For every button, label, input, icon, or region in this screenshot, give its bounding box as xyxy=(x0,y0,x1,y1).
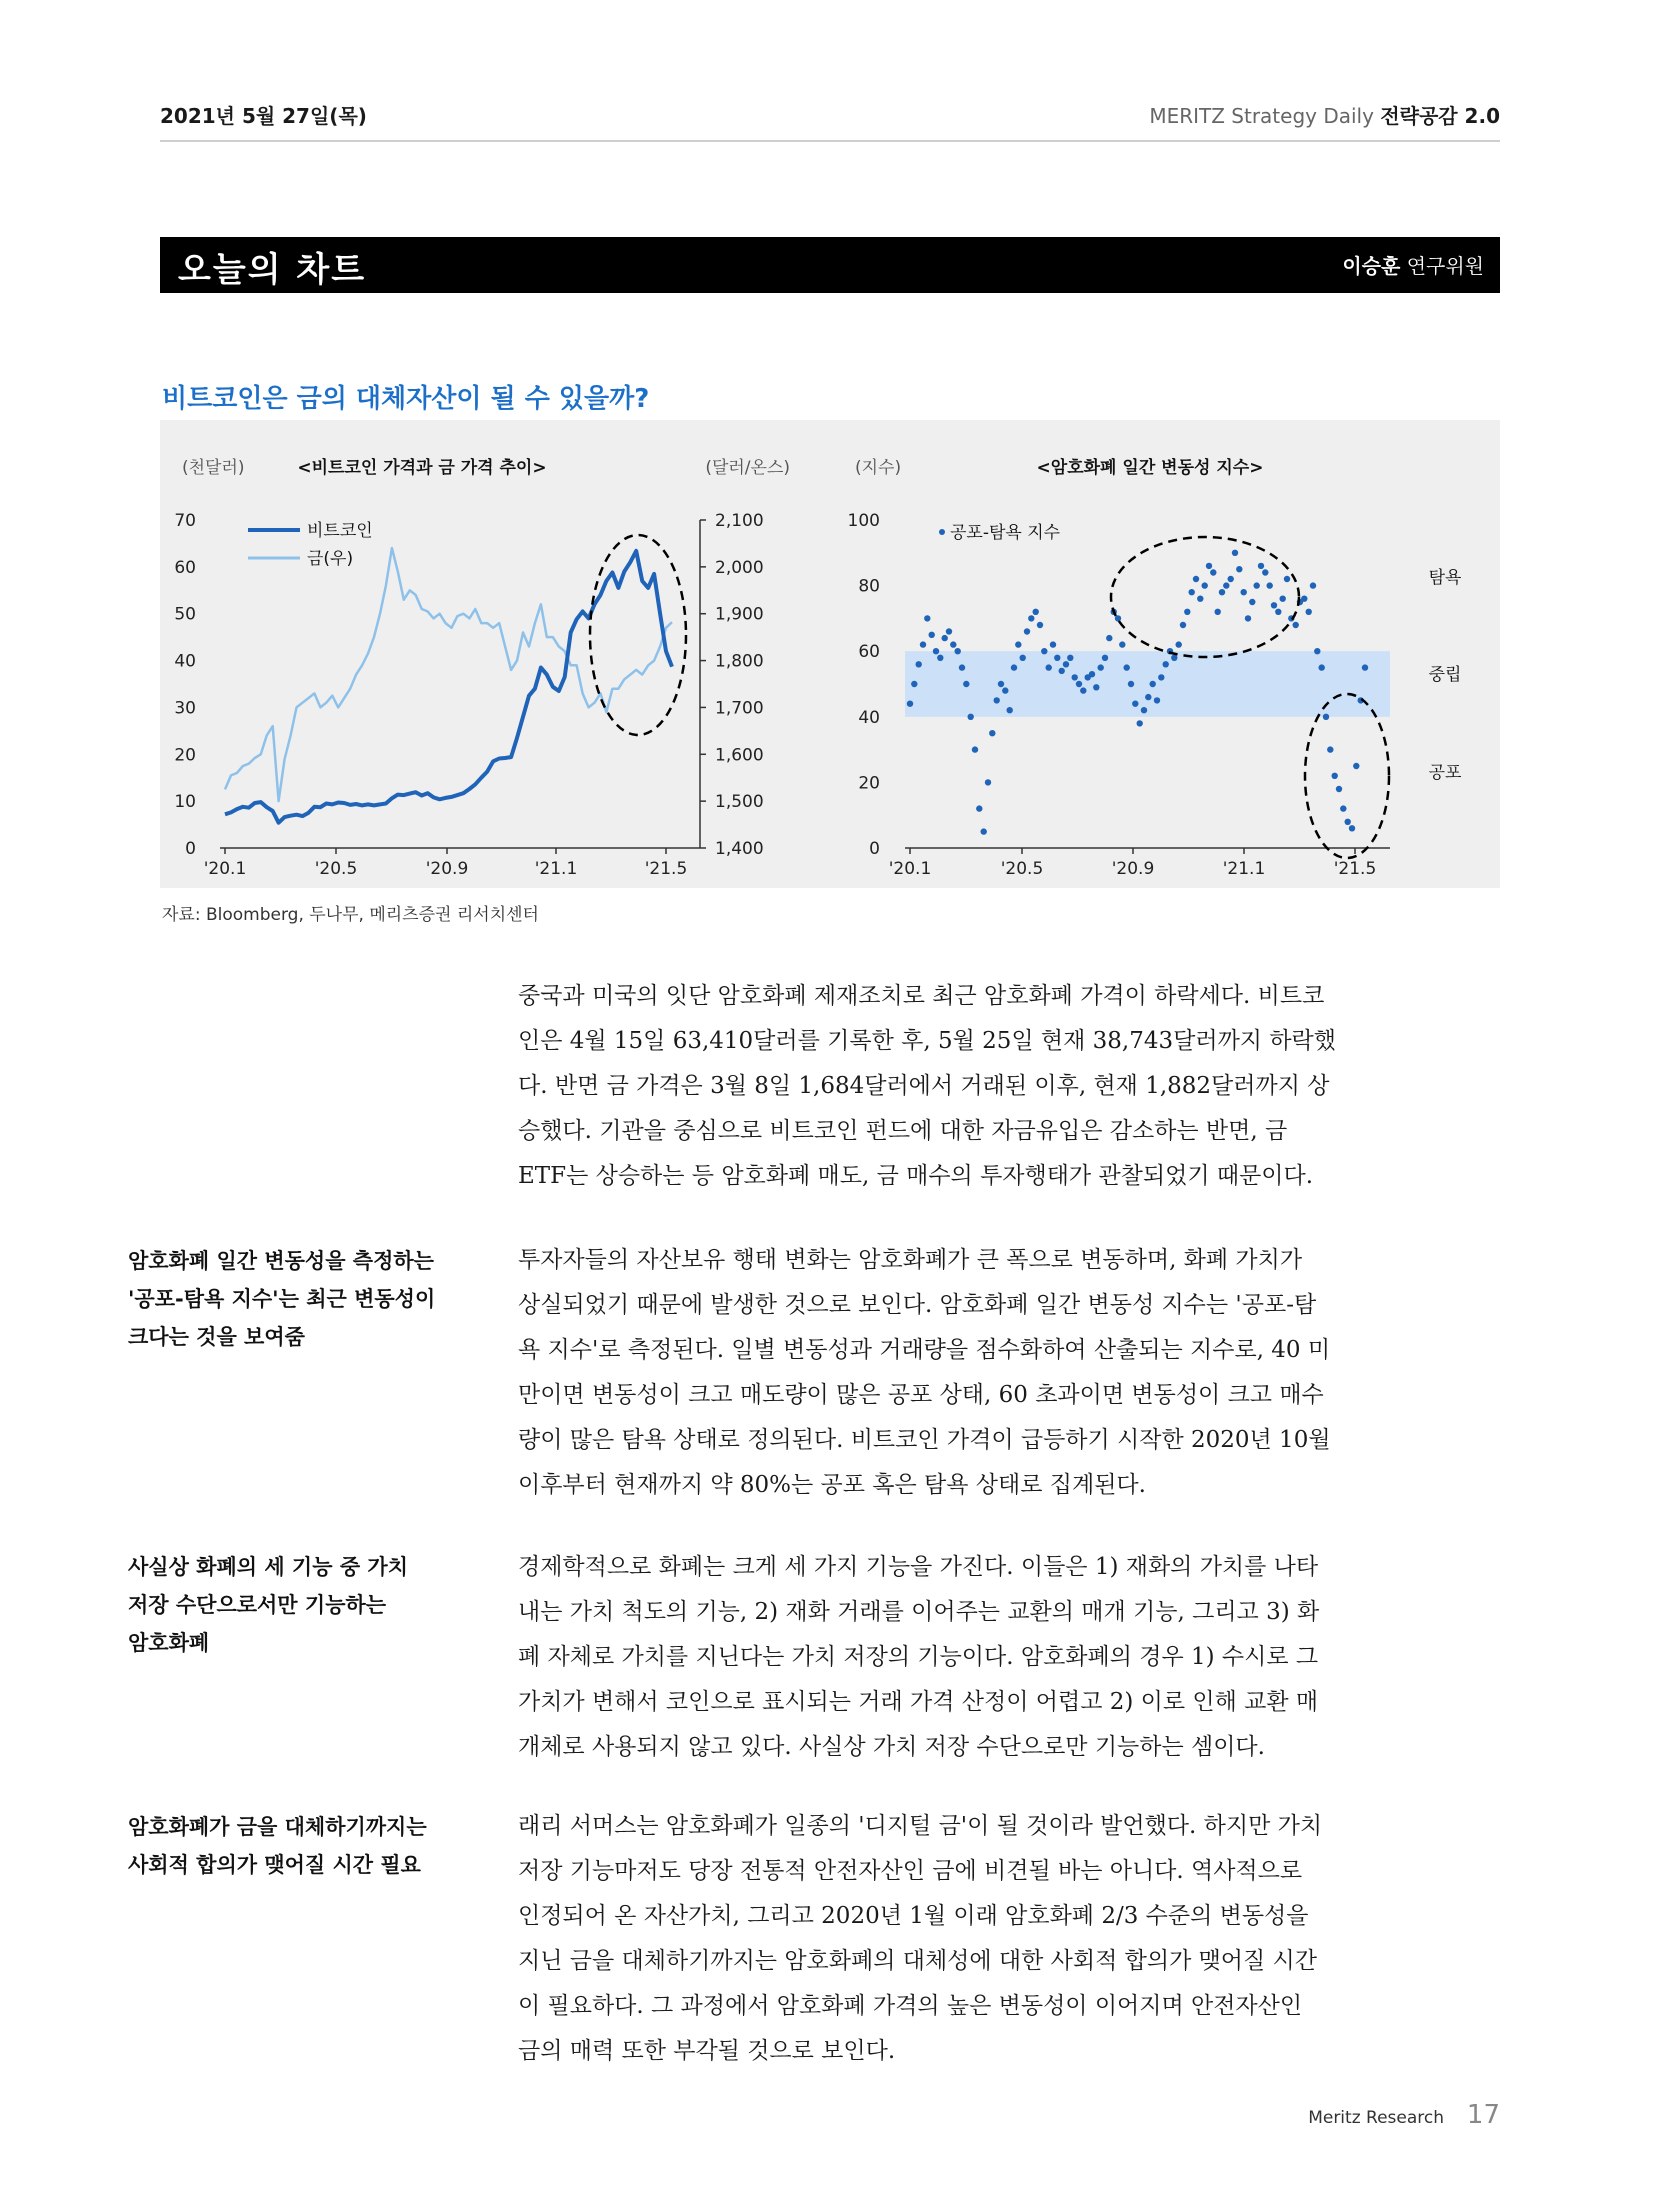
c2-point xyxy=(1301,596,1307,602)
c2-point xyxy=(907,701,913,707)
c2-point xyxy=(1232,550,1238,556)
paragraph-line: ETF는 상승하는 등 암호화폐 매도, 금 매수의 투자행태가 관찰되었기 때문이다. xyxy=(518,1163,1314,1189)
c2-point xyxy=(911,681,917,687)
paragraph-4 xyxy=(518,1804,1500,2074)
c2-y-tick-label: 0 xyxy=(869,839,880,859)
c2-point xyxy=(1223,582,1229,588)
c1-right-tick-label: 1,400 xyxy=(715,839,764,859)
chart-source: 자료: Bloomberg, 두나무, 메리츠증권 리서치센터 xyxy=(162,905,539,925)
c2-point xyxy=(1046,664,1052,670)
c2-point xyxy=(1327,746,1333,752)
report-series xyxy=(1149,100,1500,129)
page-number: 17 xyxy=(1466,2100,1500,2130)
c2-point xyxy=(1193,576,1199,582)
c2-legend-label: 공포-탐욕 지수 xyxy=(950,523,1061,543)
c2-point xyxy=(989,730,995,736)
c2-point xyxy=(1024,628,1030,634)
c2-point xyxy=(1310,582,1316,588)
author-role: 연구위원 xyxy=(1406,254,1484,278)
sidenote-line: 암호화폐 일간 변동성을 측정하는 xyxy=(128,1249,434,1273)
c2-point xyxy=(1102,655,1108,661)
charts-svg xyxy=(160,420,1500,888)
c1-right-tick-label: 1,700 xyxy=(715,698,764,719)
c2-y-tick-label: 80 xyxy=(858,576,880,597)
c2-point xyxy=(1236,566,1242,572)
c2-point xyxy=(1345,819,1351,825)
c1-right-tick-label: 1,800 xyxy=(715,651,764,672)
c2-point xyxy=(1141,707,1147,713)
c2-point xyxy=(1293,622,1299,628)
c1-left-tick-label: 60 xyxy=(174,557,196,578)
c1-x-tick-label: '20.1 xyxy=(203,859,247,879)
c2-x-tick-label: '20.5 xyxy=(1000,859,1044,879)
c2-point xyxy=(1028,615,1034,621)
c2-point xyxy=(1336,786,1342,792)
c2-point xyxy=(916,661,922,667)
c2-point xyxy=(968,714,974,720)
sidenote-line: 크다는 것을 보여줌 xyxy=(128,1325,305,1349)
c2-point xyxy=(1258,563,1264,569)
sidenote-line: 암호화폐가 금을 대체하기까지는 xyxy=(128,1815,427,1839)
c1-right-tick-label: 1,500 xyxy=(715,792,764,813)
c2-y-tick-label: 40 xyxy=(858,707,880,728)
c2-point xyxy=(1340,805,1346,811)
series-title: 전략공감 2.0 xyxy=(1380,104,1500,128)
c2-point xyxy=(1067,655,1073,661)
c1-left-unit: (천달러) xyxy=(182,458,245,478)
c2-point xyxy=(942,635,948,641)
c2-point xyxy=(1206,563,1212,569)
c2-point xyxy=(1093,684,1099,690)
c1-right-tick-label: 1,900 xyxy=(715,604,764,625)
c1-right-unit: (달러/온스) xyxy=(705,458,790,478)
c1-x-tick-label: '21.1 xyxy=(534,859,578,879)
paragraph-line: 투자자들의 자산보유 행태 변화는 암호화폐가 큰 폭으로 변동하며, 화폐 가치가 xyxy=(518,1247,1303,1273)
paragraph-line: 다. 반면 금 가격은 3월 8일 1,684달러에서 거래된 이후, 현재 1,882달러까지 상 xyxy=(518,1073,1330,1099)
c1-legend-btc: 비트코인 xyxy=(307,521,373,541)
c1-left-tick-label: 70 xyxy=(174,511,196,531)
c2-point xyxy=(1215,609,1221,615)
c2-fear-ellipse xyxy=(1305,694,1389,858)
paragraph-line: 이 필요하다. 그 과정에서 암호화폐 가격의 높은 변동성이 이어지며 안전자산인 xyxy=(518,1993,1303,2019)
c2-point xyxy=(1176,641,1182,647)
c2-point xyxy=(1262,569,1268,575)
c2-y-tick-label: 60 xyxy=(858,642,880,663)
c2-point xyxy=(1163,661,1169,667)
c2-point xyxy=(1197,596,1203,602)
paragraph-2 xyxy=(518,1238,1500,1508)
c2-point xyxy=(1158,674,1164,680)
c2-point xyxy=(1271,602,1277,608)
c1-x-tick-label: '21.5 xyxy=(644,859,688,879)
c2-point xyxy=(1076,681,1082,687)
c2-point xyxy=(1124,664,1130,670)
c2-point xyxy=(1210,569,1216,575)
c2-point xyxy=(1098,664,1104,670)
c2-title: <암호화폐 일간 변동성 지수> xyxy=(1036,458,1264,478)
c2-point xyxy=(963,681,969,687)
c1-right-tick-label: 2,000 xyxy=(715,557,764,578)
c2-point xyxy=(1002,687,1008,693)
paragraph-line: 이후부터 현재까지 약 80%는 공포 혹은 탐욕 상태로 집계된다. xyxy=(518,1472,1146,1498)
c2-point xyxy=(933,648,939,654)
c2-point xyxy=(1145,694,1151,700)
paragraph-line: 경제학적으로 화폐는 크게 세 가지 기능을 가진다. 이들은 1) 재화의 가치를 나타 xyxy=(518,1554,1319,1580)
c2-point xyxy=(1041,648,1047,654)
author-name: 이승훈 xyxy=(1342,254,1401,278)
paragraph-line: 저장 기능마저도 당장 전통적 안전자산인 금에 비견될 바는 아니다. 역사적으로 xyxy=(518,1858,1303,1884)
c1-btc-line xyxy=(225,551,672,823)
paragraph-line: 금의 매력 또한 부각될 것으로 보인다. xyxy=(518,2038,896,2064)
c2-point xyxy=(946,628,952,634)
paragraph-line: 인은 4월 15일 63,410달러를 기록한 후, 5월 25일 현재 38,743달러까지 하락했 xyxy=(518,1028,1336,1054)
c2-point xyxy=(1132,701,1138,707)
c2-point xyxy=(1219,589,1225,595)
paragraph-line: 량이 많은 탐욕 상태로 정의된다. 비트코인 가격이 급등하기 시작한 2020년 10월 xyxy=(518,1427,1331,1453)
c2-point xyxy=(1050,641,1056,647)
c2-point xyxy=(1241,589,1247,595)
c2-point xyxy=(1245,615,1251,621)
c2-point xyxy=(1189,589,1195,595)
c2-point xyxy=(985,779,991,785)
c2-point xyxy=(994,697,1000,703)
sidenote-line: '공포-탐욕 지수'는 최근 변동성이 xyxy=(128,1287,436,1311)
c2-point xyxy=(1254,582,1260,588)
c1-left-tick-label: 20 xyxy=(174,745,196,766)
chart-panel xyxy=(160,420,1500,888)
paragraph-line: 가치가 변해서 코인으로 표시되는 거래 가격 산정이 어렵고 2) 이로 인해 교환 매 xyxy=(518,1689,1319,1715)
c2-point xyxy=(1154,697,1160,703)
c2-point xyxy=(959,664,965,670)
sidenote-4 xyxy=(128,1808,458,1884)
c1-legend-gold: 금(우) xyxy=(307,549,354,569)
c2-point xyxy=(1319,664,1325,670)
c2-point xyxy=(1314,648,1320,654)
c2-point xyxy=(1089,671,1095,677)
c1-right-tick-label: 2,100 xyxy=(715,511,764,531)
c2-point xyxy=(998,681,1004,687)
c2-point xyxy=(1332,773,1338,779)
c2-point xyxy=(1015,641,1021,647)
author-line xyxy=(1342,250,1484,279)
c2-x-tick-label: '20.9 xyxy=(1111,859,1155,879)
c2-point xyxy=(981,828,987,834)
paragraph-line: 지닌 금을 대체하기까지는 암호화폐의 대체성에 대한 사회적 합의가 맺어질 시간 xyxy=(518,1948,1317,1974)
c2-x-tick-label: '21.1 xyxy=(1222,859,1266,879)
c2-point xyxy=(1249,599,1255,605)
c2-point xyxy=(1037,622,1043,628)
c2-x-tick-label: '21.5 xyxy=(1333,859,1377,879)
c2-point xyxy=(1275,609,1281,615)
c1-x-tick-label: '20.5 xyxy=(314,859,358,879)
header-divider xyxy=(160,140,1500,142)
c2-point xyxy=(950,641,956,647)
c2-point xyxy=(1280,596,1286,602)
c1-x-tick-label: '20.9 xyxy=(425,859,469,879)
sidenote-line: 사실상 화폐의 세 기능 중 가치 xyxy=(128,1555,408,1579)
c2-point xyxy=(1054,655,1060,661)
report-date: 2021년 5월 27일(목) xyxy=(160,104,367,128)
sidenote-line: 암호화폐 xyxy=(128,1631,210,1655)
c2-greed-ellipse xyxy=(1111,537,1299,657)
c2-point xyxy=(972,746,978,752)
chart-subtitle: 비트코인은 금의 대체자산이 될 수 있을까? xyxy=(162,384,650,414)
c2-point xyxy=(1202,582,1208,588)
paragraph-1 xyxy=(518,974,1500,1199)
c2-neutral-band xyxy=(905,651,1390,717)
paragraph-line: 인정되어 온 자산가치, 그리고 2020년 1월 이래 암호화폐 2/3 수준의 변동성을 xyxy=(518,1903,1309,1929)
footer-brand: Meritz Research xyxy=(1308,2108,1444,2128)
c2-point xyxy=(1180,622,1186,628)
c1-title: <비트코인 가격과 금 가격 추이> xyxy=(297,458,547,478)
c2-point xyxy=(1323,714,1329,720)
c2-point xyxy=(1011,664,1017,670)
c2-point xyxy=(1033,609,1039,615)
c2-point xyxy=(976,805,982,811)
c2-zone-greed: 탐욕 xyxy=(1428,568,1462,588)
c2-point xyxy=(1150,681,1156,687)
c2-point xyxy=(1349,825,1355,831)
c2-point xyxy=(1119,641,1125,647)
c1-right-tick-label: 1,600 xyxy=(715,745,764,766)
c2-point xyxy=(929,632,935,638)
c2-zone-fear: 공포 xyxy=(1428,763,1462,783)
c2-zone-neutral: 중립 xyxy=(1428,665,1462,685)
c2-y-tick-label: 100 xyxy=(847,511,880,531)
c2-point xyxy=(1072,674,1078,680)
c2-point xyxy=(1059,668,1065,674)
c2-point xyxy=(1362,664,1368,670)
c2-point xyxy=(1063,661,1069,667)
c2-point xyxy=(1306,609,1312,615)
c2-point xyxy=(955,648,961,654)
c2-point xyxy=(1184,609,1190,615)
c2-y-tick-label: 20 xyxy=(858,773,880,794)
c2-point xyxy=(920,641,926,647)
c1-left-tick-label: 40 xyxy=(174,651,196,672)
series-name: MERITZ Strategy Daily xyxy=(1149,104,1374,128)
c2-point xyxy=(1267,582,1273,588)
c1-left-tick-label: 50 xyxy=(174,604,196,625)
c2-point xyxy=(1128,681,1134,687)
paragraph-line: 승했다. 기관을 중심으로 비트코인 펀드에 대한 자금유입은 감소하는 반면, 금 xyxy=(518,1118,1288,1144)
sidenote-2 xyxy=(128,1242,458,1356)
sidenote-line: 저장 수단으로서만 기능하는 xyxy=(128,1593,387,1617)
paragraph-line: 상실되었기 때문에 발생한 것으로 보인다. 암호화폐 일간 변동성 지수는 '공포-탐 xyxy=(518,1292,1317,1318)
paragraph-line: 중국과 미국의 잇단 암호화폐 제재조치로 최근 암호화폐 가격이 하락세다. 비트코 xyxy=(518,983,1325,1009)
paragraph-line: 개체로 사용되지 않고 있다. 사실상 가치 저장 수단으로만 기능하는 셈이다. xyxy=(518,1734,1265,1760)
c2-point xyxy=(1080,687,1086,693)
c1-left-tick-label: 0 xyxy=(185,839,196,859)
c2-left-unit: (지수) xyxy=(855,458,902,478)
c2-point xyxy=(1353,763,1359,769)
paragraph-line: 폐 자체로 가치를 지닌다는 가치 저장의 기능이다. 암호화폐의 경우 1) 수시로 그 xyxy=(518,1644,1319,1670)
sidenote-3 xyxy=(128,1548,458,1662)
section-title: 오늘의 차트 xyxy=(178,250,367,290)
c2-point xyxy=(1137,720,1143,726)
c1-left-tick-label: 10 xyxy=(174,792,196,813)
c2-point xyxy=(1020,655,1026,661)
c2-point xyxy=(937,655,943,661)
c2-point xyxy=(1284,576,1290,582)
c1-left-tick-label: 30 xyxy=(174,698,196,719)
paragraph-line: 내는 가치 척도의 기능, 2) 재화 거래를 이어주는 교환의 매개 기능, 그리고 3) 화 xyxy=(518,1599,1320,1625)
sidenote-line: 사회적 합의가 맺어질 시간 필요 xyxy=(128,1853,421,1877)
c2-point xyxy=(1007,707,1013,713)
paragraph-3 xyxy=(518,1545,1500,1770)
c2-point xyxy=(1115,615,1121,621)
c2-point xyxy=(1171,655,1177,661)
c2-x-tick-label: '20.1 xyxy=(888,859,932,879)
c2-point xyxy=(1106,635,1112,641)
paragraph-line: 욕 지수'로 측정된다. 일별 변동성과 거래량을 점수화하여 산출되는 지수로, 40 미 xyxy=(518,1337,1331,1363)
paragraph-line: 만이면 변동성이 크고 매도량이 많은 공포 상태, 60 초과이면 변동성이 크고 매수 xyxy=(518,1382,1324,1408)
c2-point xyxy=(924,615,930,621)
c2-legend-dot xyxy=(939,529,945,535)
c2-point xyxy=(1228,576,1234,582)
paragraph-line: 래리 서머스는 암호화폐가 일종의 '디지털 금'이 될 것이라 발언했다. 하지만 가치 xyxy=(518,1813,1323,1839)
